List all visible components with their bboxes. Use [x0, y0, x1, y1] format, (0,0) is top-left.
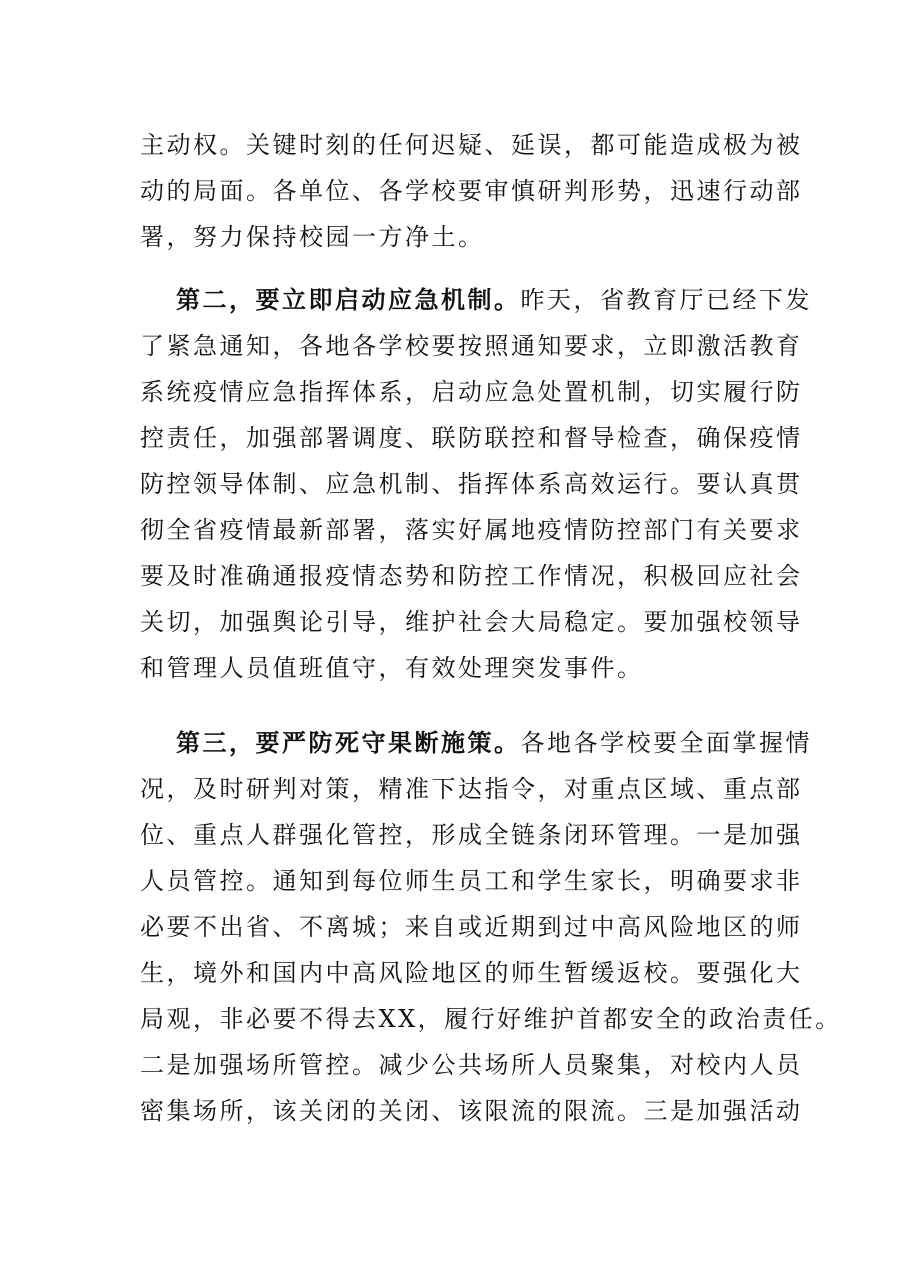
text-line-first: [140, 277, 812, 323]
text-line: 控责任，加强部署调度、联防联控和督导检查，确保疫情: [140, 424, 803, 452]
paragraph-heading: 第三，要严防死守果断施策。: [176, 728, 521, 757]
text-line: 密集场所，该关闭的关闭、该限流的限流。三是加强活动: [140, 1097, 803, 1125]
paragraph-second-point: [140, 277, 812, 691]
text-line: 署，努力保持校园一方净土。: [140, 223, 485, 251]
text-line: 关切，加强舆论引导，维护社会大局稳定。要加强校领导: [140, 608, 803, 636]
text-line: 彻全省疫情最新部署，落实好属地疫情防控部门有关要求: [140, 516, 803, 544]
text-line: 动的局面。各单位、各学校要审慎研判形势，迅速行动部: [140, 177, 803, 205]
paragraph-continuation: [140, 122, 803, 260]
text-line: 主动权。关键时刻的任何迟疑、延误，都可能造成极为被: [140, 131, 803, 159]
paragraph-heading: 第二，要立即启动应急机制。: [176, 285, 521, 314]
text-line: 二是加强场所管控。减少公共场所人员聚集，对校内人员: [140, 1051, 803, 1079]
text-line: 生，境外和国内中高风险地区的师生暂缓返校。要强化大: [140, 959, 803, 987]
text-line: 系统疫情应急指挥体系，启动应急处置机制，切实履行防: [140, 378, 803, 406]
text-line: 必要不出省、不离城；来自或近期到过中高风险地区的师: [140, 913, 803, 941]
text-line: 了紧急通知，各地各学校要按照通知要求，立即激活教育: [140, 332, 803, 360]
first-line-text: 昨天，省教育厅已经下发: [520, 286, 812, 314]
text-line: 局观，非必要不得去XX，履行好维护首都安全的政治责任。: [140, 1005, 842, 1033]
text-line: 和管理人员值班值守，有效处理突发事件。: [140, 654, 644, 682]
first-line-text: 各地各学校要全面掌握情: [520, 729, 812, 757]
text-line: 人员管控。通知到每位师生员工和学生家长，明确要求非: [140, 867, 803, 895]
text-line: 防控领导体制、应急机制、指挥体系高效运行。要认真贯: [140, 470, 803, 498]
text-line: 位、重点人群强化管控，形成全链条闭环管理。一是加强: [140, 821, 803, 849]
text-line: 要及时准确通报疫情态势和防控工作情况，积极回应社会: [140, 562, 803, 590]
text-line-first: [140, 720, 812, 766]
text-line: 况，及时研判对策，精准下达指令，对重点区域、重点部: [140, 775, 803, 803]
paragraph-third-point: [140, 720, 842, 1134]
